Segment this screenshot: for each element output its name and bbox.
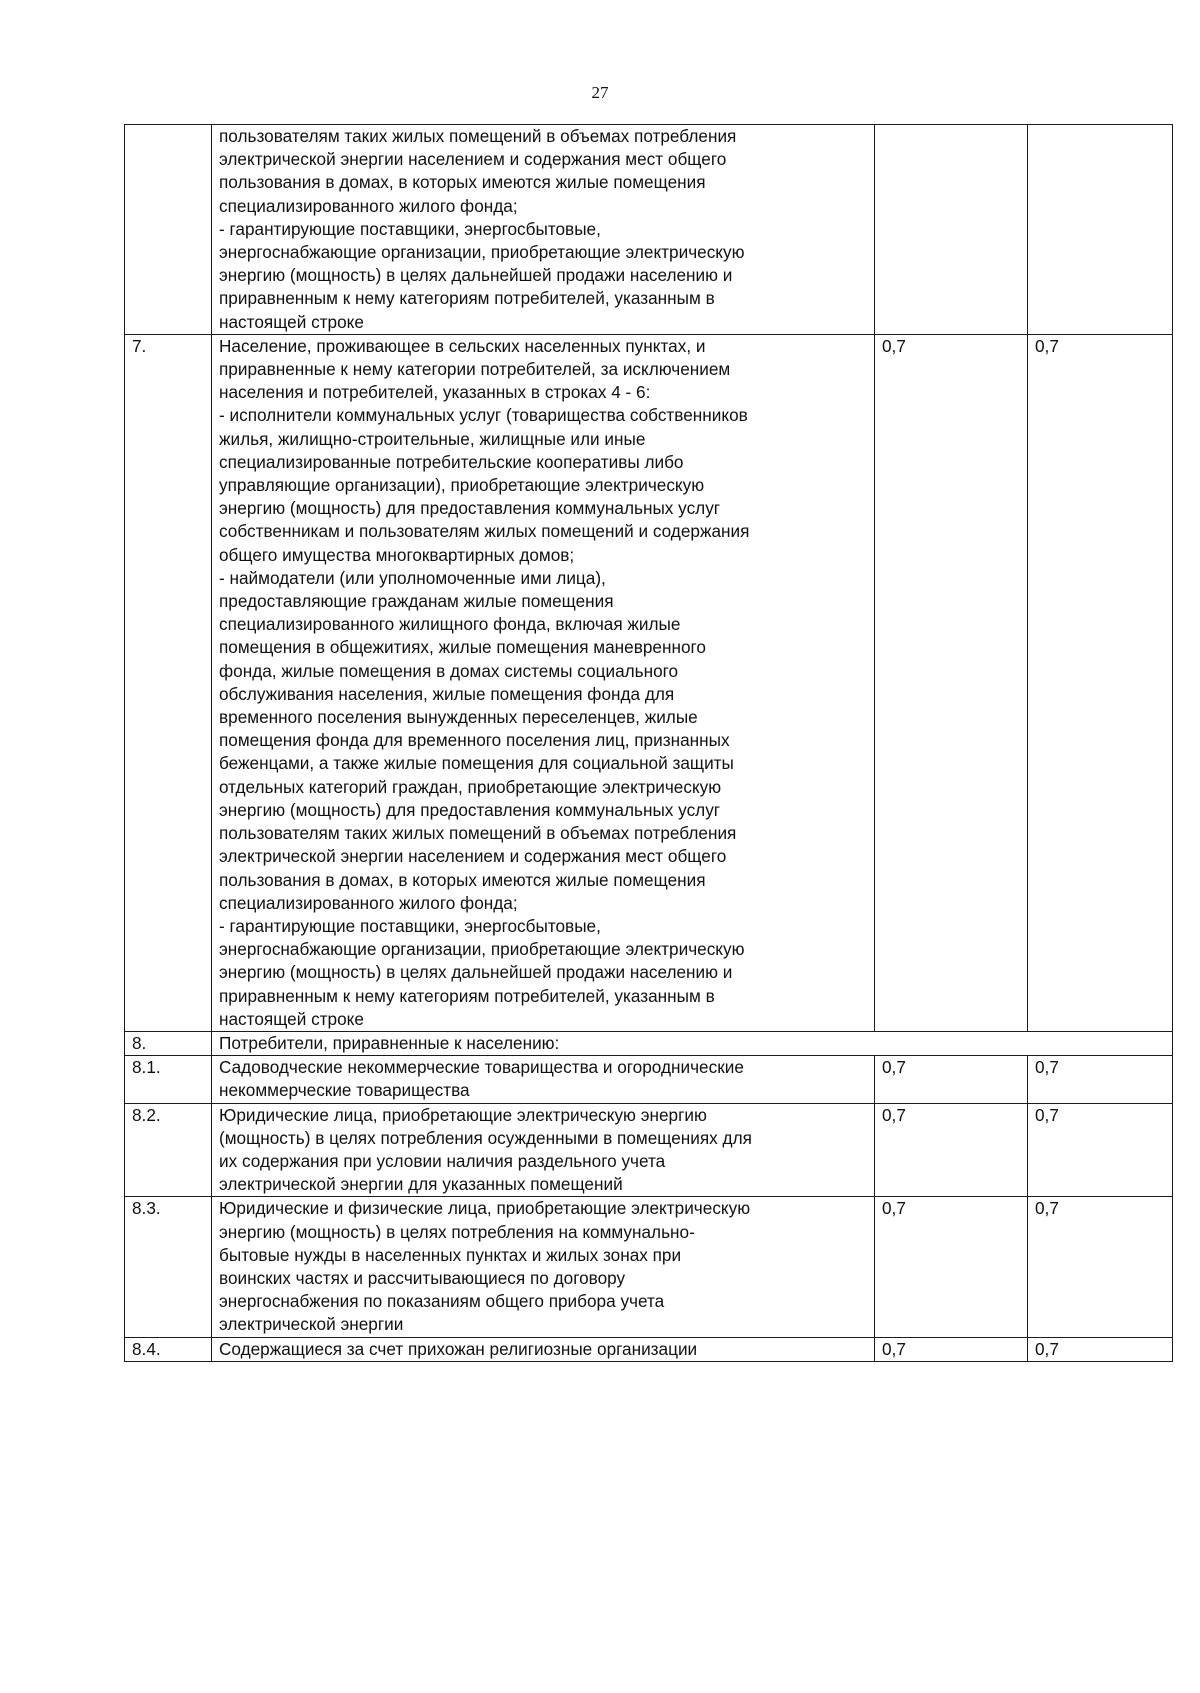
value-cell-2: 0,7: [1028, 1056, 1173, 1103]
row-number-cell: 8.4.: [125, 1337, 212, 1361]
row-description-cell: Население, проживающее в сельских населенных пунктах, и приравненные к нему категории потребителей, за исключением населения и потребителей, указанных в строках 4 - 6: - исполнители коммунальных услуг (товарищества собственников жилья, жилищно-строительные, жилищные или иные специализированные потребительские кооперативы либо управляющие организации), приобретающие электрическую энергию (мощность) для предоставления коммунальных услуг собственникам и пользователям жилых помещений и содержания общего имущества многоквартирных домов; - наймодатели (или уполномоченные ими лица), предоставляющие гражданам жилые помещения специализированного жилищного фонда, включая жилые помещения в общежитиях, жилые помещения маневренного фонда, жилые помещения в домах системы социального обслуживания населения, жилые помещения фонда для временного поселения вынужденных переселенцев, жилые помещения фонда для временного поселения лиц, признанных беженцами, а также жилые помещения для социальной защиты отдельных категорий граждан, приобретающие электрическую энергию (мощность) для предоставления коммунальных услуг пользователям таких жилых помещений в объемах потребления электрической энергии населением и содержания мест общего пользования в домах, в которых имеются жилые помещения специализированного жилого фонда; - гарантирующие поставщики, энергосбытовые, энергоснабжающие организации, приобретающие электрическую энергию (мощность) в целях дальнейшей продажи населению и приравненным к нему категориям потребителей, указанным в настоящей строке: [212, 334, 875, 1031]
row-number-cell: 8.1.: [125, 1056, 212, 1103]
table-row: [125, 1337, 1173, 1361]
row-description-cell: Садоводческие некоммерческие товарищества и огороднические некоммерческие товарищества: [212, 1056, 875, 1103]
value-cell-2: 0,7: [1028, 1103, 1173, 1197]
table-row: [125, 1056, 1173, 1103]
value-cell-2: 0,7: [1028, 1197, 1173, 1337]
value-cell-1: [875, 125, 1028, 335]
table-row: [125, 1197, 1173, 1337]
table-row: [125, 334, 1173, 1031]
row-description-cell: Потребители, приравненные к населению:: [212, 1031, 1173, 1055]
row-number-cell: 8.2.: [125, 1103, 212, 1197]
value-cell-1: 0,7: [875, 334, 1028, 1031]
table-row: [125, 1031, 1173, 1055]
value-cell-1: 0,7: [875, 1103, 1028, 1197]
value-cell-1: 0,7: [875, 1337, 1028, 1361]
row-number-cell: 7.: [125, 334, 212, 1031]
value-cell-2: [1028, 125, 1173, 335]
row-description-cell: Юридические и физические лица, приобретающие электрическую энергию (мощность) в целях потребления на коммунально- бытовые нужды в населенных пунктах и жилых зонах при воинских частях и рассчитывающиеся по договору энергоснабжения по показаниям общего прибора учета электрической энергии: [212, 1197, 875, 1337]
row-number-cell: 8.: [125, 1031, 212, 1055]
page-number: 27: [591, 83, 609, 102]
row-description-cell: Юридические лица, приобретающие электрическую энергию (мощность) в целях потребления осужденными в помещениях для их содержания при условии наличия раздельного учета электрической энергии для указанных помещений: [212, 1103, 875, 1197]
table-row: [125, 1103, 1173, 1197]
value-cell-1: 0,7: [875, 1056, 1028, 1103]
row-description-cell: пользователям таких жилых помещений в объемах потребления электрической энергии населением и содержания мест общего пользования в домах, в которых имеются жилые помещения специализированного жилого фонда; - гарантирующие поставщики, энергосбытовые, энергоснабжающие организации, приобретающие электрическую энергию (мощность) в целях дальнейшей продажи населению и приравненным к нему категориям потребителей, указанным в настоящей строке: [212, 125, 875, 335]
row-number-cell: [125, 125, 212, 335]
value-cell-2: 0,7: [1028, 334, 1173, 1031]
tariff-table: [124, 124, 1173, 1362]
value-cell-2: 0,7: [1028, 1337, 1173, 1361]
row-description-cell: Содержащиеся за счет прихожан религиозные организации: [212, 1337, 875, 1361]
value-cell-1: 0,7: [875, 1197, 1028, 1337]
table-row: [125, 125, 1173, 335]
row-number-cell: 8.3.: [125, 1197, 212, 1337]
